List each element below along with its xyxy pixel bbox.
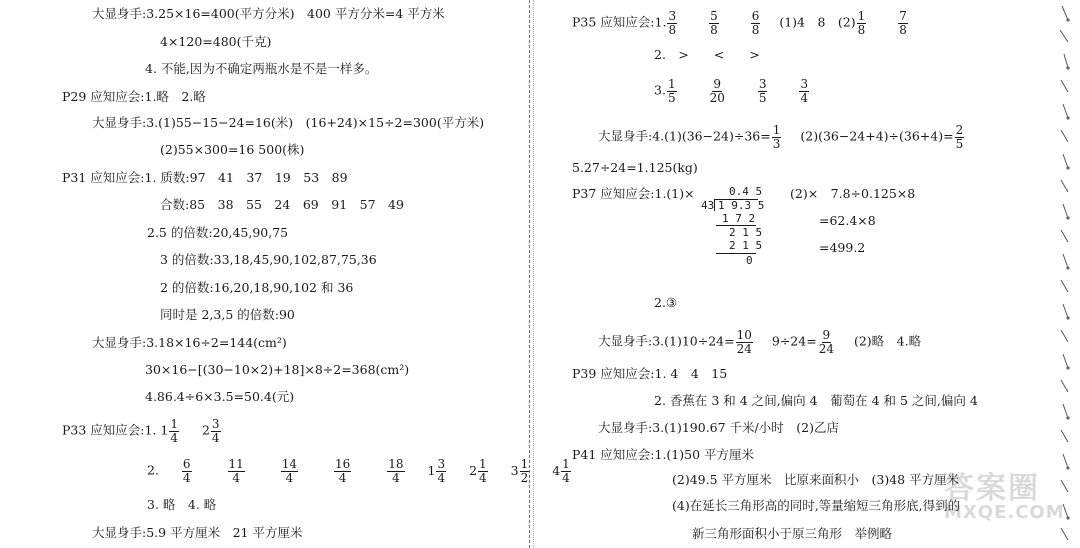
section-heading-p29: P29 应知应会:1.略 2.略 (62, 89, 206, 104)
mixed-number: 1 $\frac{3}{4}$ (427, 457, 446, 485)
mixed-number: $\frac{11}{4}$ (228, 457, 244, 485)
ld-dividend: 1 9.3 5 (718, 199, 765, 212)
watermark-logo: 答案圈 MXQE.COM (944, 471, 1065, 523)
mixed-number: $\frac{16}{4}$ (335, 457, 351, 485)
mixed-number: $\frac{18}{4}$ (388, 457, 404, 485)
answer-line: 2.5 的倍数:20,45,90,75 (147, 225, 289, 240)
answer-line: 2. > < > (654, 47, 760, 62)
section-heading-p35: P35 应知应会:1. $\frac{3}{8}$ $\frac{5}{8}$ $\frac{6}{8}$ (1)4 8 (2) $\frac{1}{8}$ $\frac{7}{8}$ (572, 9, 907, 37)
ld-divisor: 43 (701, 199, 715, 212)
answer-line: (4)在延长三角形高的同时,等量缩短三角形底,得到的 (672, 498, 961, 513)
answer-line: 大显身手:4.(1)(36−24)÷36= $\frac{1}{3}$ (2)(36−24+4)÷(36+4)= $\frac{2}{5}$ (598, 123, 964, 151)
answer-line: 4×120=480(千克) (160, 34, 272, 49)
pen-border-decoration (1034, 0, 1080, 548)
answer-line: (2)× 7.8÷0.125×8 (790, 186, 916, 201)
fraction: $\frac{6}{8}$ (751, 9, 760, 37)
fraction: $\frac{1}{4}$ (170, 417, 178, 445)
mixed-number: 3 $\frac{1}{2}$ (510, 457, 529, 485)
section-heading-p37: P37 应知应会:1.(1)× (572, 186, 695, 201)
answer-line: 3 的倍数:33,18,45,90,102,87,75,36 (160, 252, 377, 267)
fraction: $\frac{3}{4}$ (800, 77, 809, 105)
answer-line: 2. 香蕉在 3 和 4 之间,偏向 4 葡萄在 4 和 5 之间,偏向 4 (654, 393, 978, 408)
ld-remainder: 0 (746, 254, 753, 267)
answer-line: 4.86.4÷6×3.5=50.4(元) (145, 389, 295, 404)
answer-line: 2 的倍数:16,20,18,90,102 和 36 (160, 280, 354, 295)
answer-line: 2.③ (654, 295, 678, 310)
ld-step: 2 1 5 (729, 239, 763, 252)
section-heading-p33 (62, 418, 222, 444)
ld-quotient: 0.4 5 (729, 185, 763, 198)
ld-step: 1 7 2 (722, 212, 756, 225)
fraction: $\frac{1}{3}$ (772, 123, 781, 151)
fraction: $\frac{9}{24}$ (818, 328, 834, 356)
mixed-number: $\frac{14}{4}$ (281, 457, 298, 485)
section-heading-p31: P31 应知应会:1. 质数:97 41 37 19 53 89 (62, 170, 348, 185)
answer-line: 同时是 2,3,5 的倍数:90 (160, 307, 295, 322)
answer-line: =62.4×8 (819, 213, 876, 228)
answer-line: 新三角形面积小于原三角形 举例略 (692, 526, 893, 541)
fraction: $\frac{3}{4}$ (211, 417, 220, 445)
fraction-list (147, 458, 572, 484)
answer-line: 4. 不能,因为不确定两瓶水是不是一样多。 (145, 61, 378, 76)
answer-line: 大显身手:3.(1)55−15−24=16(米) (16+24)×15÷2=300(平方米) (92, 115, 485, 130)
fraction: $\frac{3}{8}$ (668, 9, 677, 37)
answer-line: 3. 略 4. 略 (147, 497, 217, 512)
answer-line: =499.2 (819, 240, 866, 255)
mixed-number: $\frac{6}{4}$ (182, 457, 191, 485)
fraction: $\frac{7}{8}$ (899, 9, 907, 37)
answer-line: 大显身手:3.(1)190.67 千米/小时 (2)乙店 (598, 420, 839, 435)
mixed-whole: 2 (201, 422, 210, 438)
fraction: $\frac{10}{24}$ (736, 328, 752, 356)
answer-line: 大显身手:3.18×16÷2=144(cm²) (92, 335, 287, 350)
fraction: $\frac{3}{5}$ (758, 77, 767, 105)
ld-step: 2 1 5 (729, 226, 763, 239)
answer-line: (2)55×300=16 500(株) (160, 142, 305, 157)
fraction: $\frac{9}{20}$ (709, 77, 725, 105)
section-heading-p41: P41 应知应会:1.(1)50 平方厘米 (572, 447, 755, 462)
mixed-number: 2 $\frac{1}{4}$ (469, 457, 487, 485)
fraction: $\frac{1}{5}$ (667, 77, 676, 105)
fraction-list: 3. $\frac{1}{5}$ $\frac{9}{20}$ $\frac{3}{5}$ $\frac{3}{4}$ (654, 77, 809, 105)
answer-line: (2)49.5 平方厘米 比原来面积小 (3)48 平方厘米 (672, 472, 960, 487)
fraction: $\frac{1}{8}$ (857, 9, 866, 37)
answer-line: 大显身手:3.25×16=400(平方分米) 400 平方分米=4 平方米 (92, 6, 445, 21)
answer-line: 合数:85 38 55 24 69 91 57 49 (160, 197, 404, 212)
fraction: $\frac{5}{8}$ (710, 9, 718, 37)
fraction: $\frac{2}{5}$ (955, 123, 964, 151)
section-heading-p39: P39 应知应会:1. 4 4 15 (572, 366, 728, 381)
section-label: P33 应知应会:1. 1 (62, 422, 169, 438)
answer-line: 5.27÷24=1.125(kg) (572, 160, 698, 175)
answer-line: 30×16−[(30−10×2)+18]×8÷2=368(cm²) (145, 362, 410, 377)
mixed-number: 4 $\frac{1}{4}$ (552, 457, 570, 485)
item-number: 2. (147, 462, 159, 478)
answer-line: 大显身手:3.(1)10÷24= $\frac{10}{24}$ 9÷24= $\frac{9}{24}$ (2)略 4.略 (598, 328, 922, 356)
page-divider (529, 0, 530, 548)
page-divider-dots (533, 0, 534, 548)
answer-line: 大显身手:5.9 平方厘米 21 平方厘米 (92, 525, 303, 540)
